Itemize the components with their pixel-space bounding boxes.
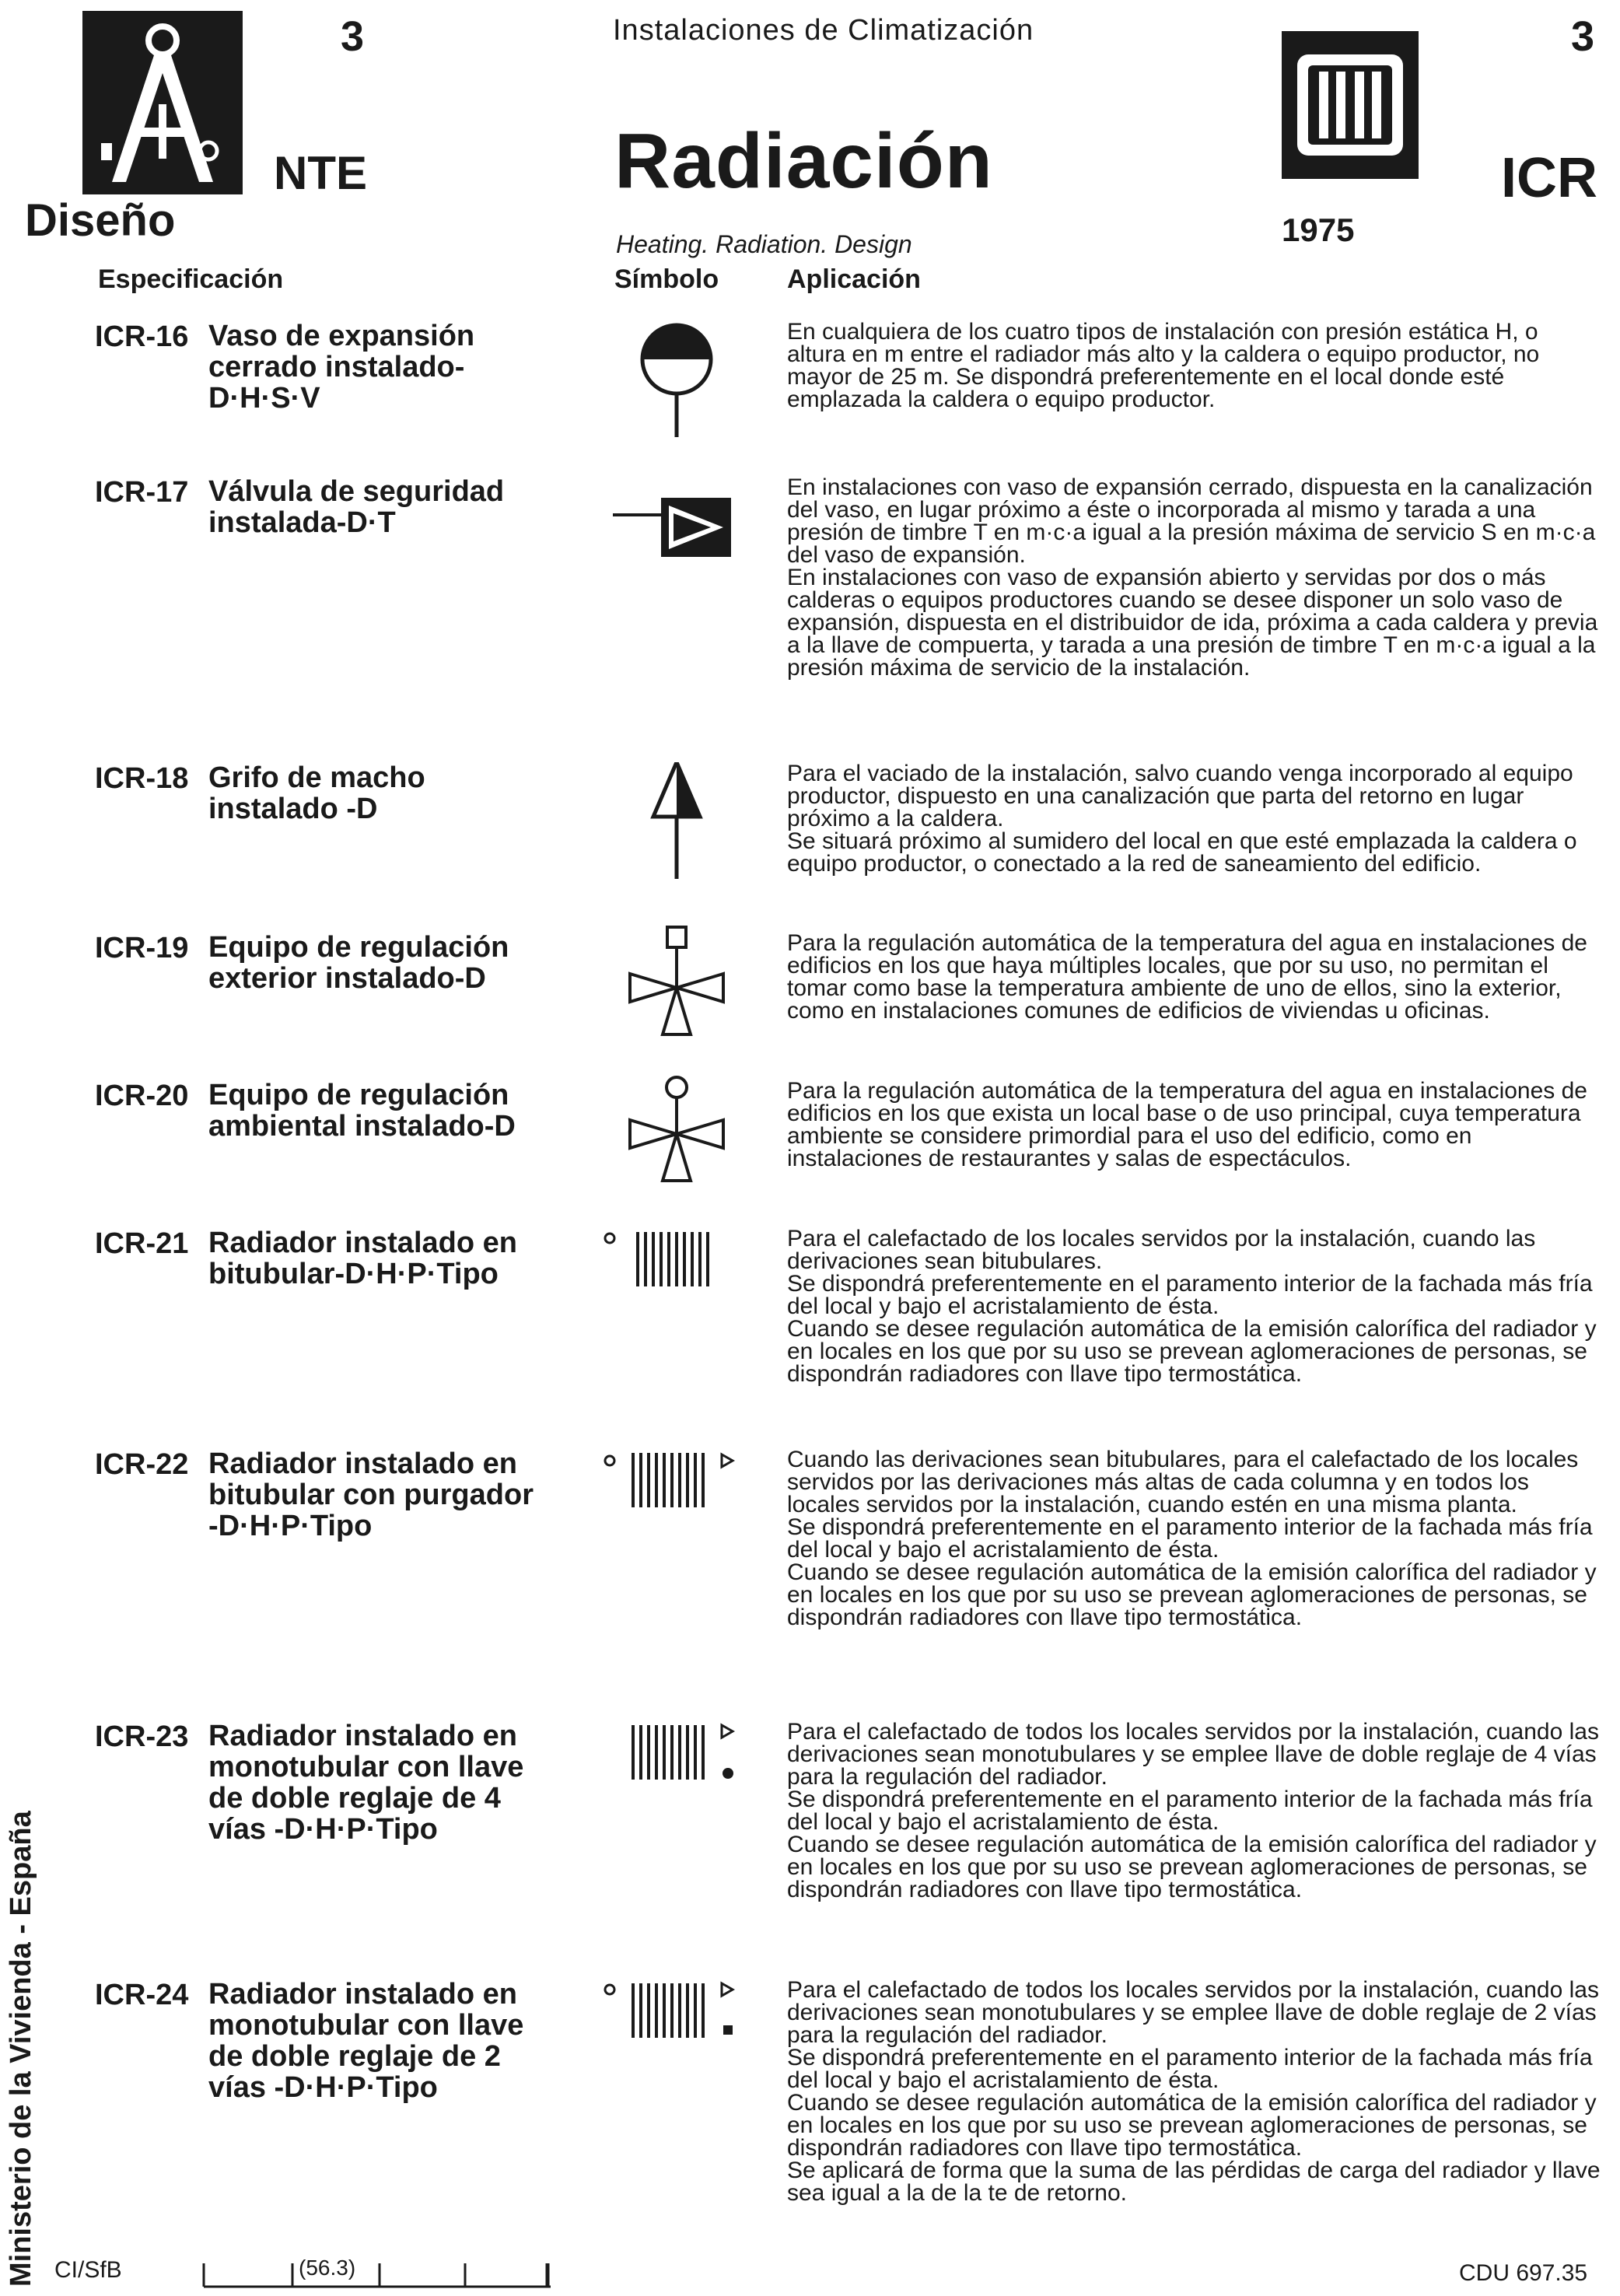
row-spec: Radiador instalado en monotubular con llave de doble reglaje de 4 vías -D·H·P·Tipo: [208, 1720, 524, 1846]
row-spec: Válvula de seguridad instalada-D·T: [208, 475, 505, 539]
row-code: ICR-16: [95, 320, 189, 353]
row-code: ICR-17: [95, 476, 189, 509]
nte-logo: [82, 11, 243, 194]
icr-logo: [1282, 31, 1419, 179]
column-header-spec: Especificación: [98, 264, 284, 294]
row-application: En cualquiera de los cuatro tipos de instalación con presión estática H, o altura en m entre el radiador más alto y la caldera o equipo productor, no mayor de 25 m. Se dispondrá preferentemente en el local donde esté emplazada la caldera o equipo productor.: [787, 319, 1540, 412]
row-code: ICR-20: [95, 1080, 189, 1112]
english-subtitle: Heating. Radiation. Design: [616, 230, 912, 258]
radiator-2way-icon: [599, 1979, 754, 2053]
safety-valve-icon: [599, 492, 754, 573]
page-number-right: 3: [1571, 13, 1595, 60]
year: 1975: [1282, 212, 1355, 248]
series-title: Instalaciones de Climatización: [613, 14, 1034, 47]
cisfb-classification-bar: [201, 2257, 558, 2295]
row-application: En instalaciones con vaso de expansión cerrado, dispuesta en la canalización del vaso, en lugar próximo a éste o incorporada al mismo y tarada a una presión de timbre T en m·c·a igual a la presión máxima de servicio S en m·c·a del vaso de expansión. En instalaciones con vaso de expansión abierto y servidas por dos o más calderas o equipos productores cuando se desee disponer un solo vaso de expansión, dispuesta en el distribuidor de ida, próxima a cada caldera y previa a la llave de compuerta, y tarada a una presión de timbre T en m·c·a igual a la presión máxima de servicio de la instalación.: [787, 474, 1598, 681]
radiator-purger-icon: [599, 1448, 754, 1522]
page-number-left: 3: [341, 13, 365, 60]
ambient-regulation-icon: [599, 1075, 754, 1203]
row-spec: Radiador instalado en monotubular con llave de doble reglaje de 2 vías -D·H·P·Tipo: [208, 1978, 524, 2104]
row-spec: Radiador instalado en bitubular con purgador -D·H·P·Tipo: [208, 1447, 534, 1542]
column-header-application: Aplicación: [787, 264, 921, 294]
row-code: ICR-18: [95, 762, 189, 795]
row-application: Para la regulación automática de la temperatura del agua en instalaciones de edificios en los que haya múltiples locales, que por su uso, no permitan el tomar como base la temperatura ambiente de uno de ellos, sino la exterior, como en instalaciones comunes de edificios de viviendas u oficinas.: [787, 930, 1587, 1024]
nte-label: NTE: [274, 147, 367, 199]
section-title: Diseño: [25, 195, 176, 246]
row-spec: Grifo de macho instalado -D: [208, 761, 425, 825]
closed-expansion-vessel-icon: [599, 320, 754, 449]
radiator-logo-icon: [1282, 31, 1419, 179]
row-spec: Equipo de regulación ambiental instalado-D: [208, 1079, 516, 1143]
row-application: Para el vaciado de la instalación, salvo cuando venga incorporado al equipo productor, dispuesto en una canalización que parta del retorno en lugar próximo a la caldera. Se situará próximo al sumidero del local en que esté emplazada la caldera o equipo productor, o conectado a la red de saneamiento del edificio.: [787, 761, 1577, 877]
cisfb-label: CI/SfB: [54, 2257, 122, 2283]
row-application: Para la regulación automática de la temperatura del agua en instalaciones de edificios en los que exista un local base o de uso principal, cuya temperatura ambiente se considere primordial para el uso del edificio, como en instalaciones de restaurantes y salas de espectáculos.: [787, 1078, 1587, 1171]
page-title: Radiación: [614, 117, 993, 205]
exterior-regulation-icon: [599, 926, 754, 1054]
row-application: Para el calefactado de los locales servidos por la instalación, cuando las derivaciones sean bitubulares. Se dispondrá preferentemente en el paramento interior de la fachada más fría del local y bajo el acristalamiento de ésta. Cuando se desee regulación automática de la emisión calorífica del radiador y en locales en los que por su uso se prevean aglomeraciones de personas, se dispondrán radiadores con llave tipo termostática.: [787, 1226, 1597, 1387]
row-code: ICR-19: [95, 932, 189, 964]
row-application: Para el calefactado de todos los locales servidos por la instalación, cuando las derivaciones sean monotubulares y se emplee llave de doble reglaje de 4 vías para la regulación del radiador. Se dispondrá preferentemente en el paramento interior de la fachada más fría del local y bajo el acristalamiento de ésta. Cuando se desee regulación automática de la emisión calorífica del radiador y en locales en los que por su uso se prevean aglomeraciones de personas, se dispondrán radiadores con llave tipo termostática.: [787, 1719, 1599, 1902]
column-header-symbol: Símbolo: [614, 264, 719, 294]
row-code: ICR-21: [95, 1227, 189, 1260]
row-code: ICR-22: [95, 1448, 189, 1481]
ministry-side-text: Ministerio de la Vivienda - España: [5, 1811, 37, 2287]
row-spec: Vaso de expansión cerrado instalado-D·H·S·V: [208, 320, 475, 415]
row-application: Cuando las derivaciones sean bitubulares, para el calefactado de los locales servidos por las derivaciones más altas de cada columna y en todos los locales servidos por la instalación, cuando estén en una misma planta. Se dispondrá preferentemente en el paramento interior de la fachada más fría del local y bajo el acristalamiento de ésta. Cuando se desee regulación automática de la emisión calorífica del radiador y en locales en los que por su uso se prevean aglomeraciones de personas, se dispondrán radiadores con llave tipo termostática.: [787, 1447, 1597, 1630]
cdu-code: CDU 697.35: [1459, 2260, 1588, 2286]
radiator-4way-icon: [599, 1720, 754, 1794]
icr-label: ICR: [1501, 147, 1597, 209]
row-spec: Radiador instalado en bitubular-D·H·P·Tipo: [208, 1227, 517, 1290]
plug-cock-icon: [599, 762, 754, 891]
row-spec: Equipo de regulación exterior instalado-D: [208, 931, 509, 995]
cisfb-code: (56.3): [299, 2256, 356, 2280]
row-code: ICR-24: [95, 1979, 189, 2011]
row-code: ICR-23: [95, 1720, 189, 1753]
radiator-bitubular-icon: [599, 1227, 754, 1301]
row-application: Para el calefactado de todos los locales servidos por la instalación, cuando las derivaciones sean monotubulares y se emplee llave de doble reglaje de 2 vías para la regulación del radiador. Se dispondrá preferentemente en el paramento interior de la fachada más fría del local y bajo el acristalamiento de ésta. Cuando se desee regulación automática de la emisión calorífica del radiador y en locales en los que por su uso se prevean aglomeraciones de personas, se dispondrán radiadores con llave tipo termostática. Se aplicará de forma que la suma de las pérdidas de carga del radiador y llave sea igual a la de la te de retorno.: [787, 1977, 1601, 2206]
compass-icon: [82, 11, 243, 194]
